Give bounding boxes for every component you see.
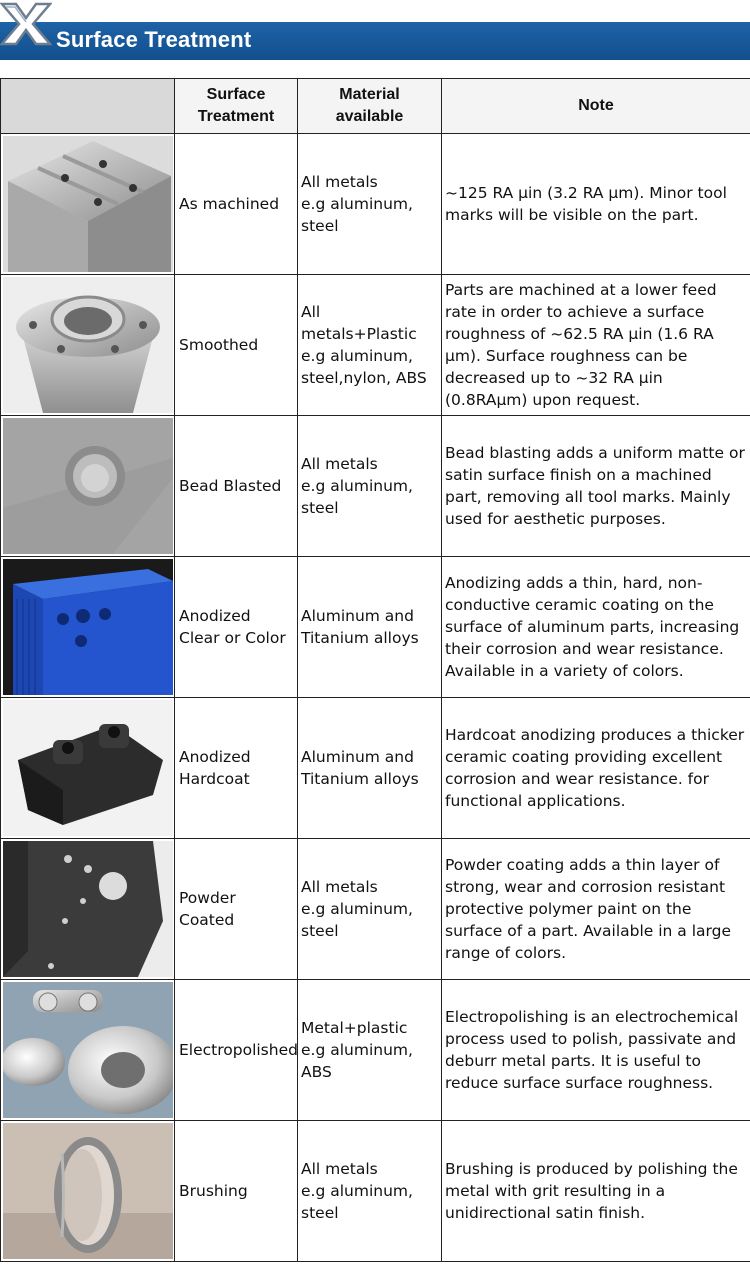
material-line: Aluminum and <box>301 607 414 625</box>
material-cell <box>298 557 442 698</box>
blue-anodized-heatsink-photo-icon <box>3 559 173 695</box>
black-hardcoat-part-photo-icon <box>3 700 173 836</box>
row-image-cell <box>1 839 175 980</box>
header-image-cell <box>1 79 175 134</box>
material-cell <box>298 698 442 839</box>
row-image-cell <box>1 698 175 839</box>
material-cell <box>298 1121 442 1262</box>
material-cell <box>298 416 442 557</box>
material-line: All metals+Plastic <box>301 303 417 343</box>
treatment-name: Electropolished <box>175 980 298 1121</box>
header-surface-treatment <box>175 79 298 134</box>
row-image-cell <box>1 275 175 416</box>
treatment-name: Brushing <box>175 1121 298 1262</box>
material-cell <box>298 839 442 980</box>
brushed-ring-photo-icon <box>3 1123 173 1259</box>
material-line: All metals <box>301 1160 378 1178</box>
brand-logo-icon <box>0 0 52 48</box>
material-line: Titanium alloys <box>301 629 419 647</box>
header-line: Surface <box>206 86 266 103</box>
material-line: e.g aluminum, <box>301 477 413 495</box>
electropolished-parts-photo-icon <box>3 982 173 1118</box>
note-cell: Powder coating adds a thin layer of strong, wear and corrosion resistant protective polymer paint on the surface of a part. Available in a large range of colors. <box>442 839 750 980</box>
header-banner <box>0 0 750 60</box>
table-row <box>1 698 750 839</box>
table-row <box>1 134 750 275</box>
treatment-name: Anodized Clear or Color <box>175 557 298 698</box>
header-line: Material <box>339 86 400 103</box>
treatment-name: As machined <box>175 134 298 275</box>
surface-treatment-table <box>0 78 750 1262</box>
material-line: Aluminum and <box>301 748 414 766</box>
table-row <box>1 980 750 1121</box>
treatment-name: Anodized Hardcoat <box>175 698 298 839</box>
material-line: All metals <box>301 173 378 191</box>
table-row <box>1 557 750 698</box>
material-line: All metals <box>301 878 378 896</box>
powder-coated-plate-photo-icon <box>3 841 173 977</box>
table-header-row <box>1 79 750 134</box>
row-image-cell <box>1 980 175 1121</box>
material-line: e.g aluminum, <box>301 1041 413 1059</box>
note-cell: Bead blasting adds a uniform matte or satin surface finish on a machined part, removing all tool marks. Mainly used for aesthetic purposes. <box>442 416 750 557</box>
row-image-cell <box>1 134 175 275</box>
material-line: steel <box>301 499 339 517</box>
table-row <box>1 416 750 557</box>
header-material-available <box>298 79 442 134</box>
treatment-name: Smoothed <box>175 275 298 416</box>
material-line: Metal+plastic <box>301 1019 408 1037</box>
material-line: e.g aluminum, <box>301 1182 413 1200</box>
row-image-cell <box>1 557 175 698</box>
header-note: Note <box>442 79 750 134</box>
material-line: steel <box>301 217 339 235</box>
bead-blasted-part-photo-icon <box>3 418 173 554</box>
material-line: steel <box>301 922 339 940</box>
turned-flange-photo-icon <box>3 277 173 413</box>
treatment-name: Bead Blasted <box>175 416 298 557</box>
material-line: ABS <box>301 1063 332 1081</box>
page-title: Surface Treatment <box>56 27 252 52</box>
material-line: All metals <box>301 455 378 473</box>
material-cell <box>298 134 442 275</box>
material-line: steel <box>301 1204 339 1222</box>
note-cell: Anodizing adds a thin, hard, non-conductive ceramic coating on the surface of aluminum parts, increasing their corrosion and wear resistance. Available in a variety of colors. <box>442 557 750 698</box>
table-row <box>1 1121 750 1262</box>
note-cell: Brushing is produced by polishing the metal with grit resulting in a unidirectional satin finish. <box>442 1121 750 1262</box>
machined-block-photo-icon <box>3 136 173 272</box>
material-line: e.g aluminum, <box>301 347 413 365</box>
note-cell: Hardcoat anodizing produces a thicker ceramic coating providing excellent corrosion and wear resistance. for functional applications. <box>442 698 750 839</box>
note-cell: Parts are machined at a lower feed rate in order to achieve a surface roughness of ~62.5 RA μin (1.6 RA μm). Surface roughness can be decreased up to ~32 RA μin (0.8RAμm) upon request. <box>442 275 750 416</box>
material-cell <box>298 275 442 416</box>
header-line: Treatment <box>197 108 275 125</box>
row-image-cell <box>1 1121 175 1262</box>
material-line: steel,nylon, ABS <box>301 369 427 387</box>
material-line: Titanium alloys <box>301 770 419 788</box>
header-line: available <box>335 108 404 125</box>
material-line: e.g aluminum, <box>301 195 413 213</box>
table-row <box>1 275 750 416</box>
treatment-name: Powder Coated <box>175 839 298 980</box>
note-cell: ~125 RA μin (3.2 RA μm). Minor tool marks will be visible on the part. <box>442 134 750 275</box>
note-cell: Electropolishing is an electrochemical process used to polish, passivate and deburr metal parts. It is useful to reduce surface surface roughness. <box>442 980 750 1121</box>
row-image-cell <box>1 416 175 557</box>
material-line: e.g aluminum, <box>301 900 413 918</box>
table-row <box>1 839 750 980</box>
material-cell <box>298 980 442 1121</box>
